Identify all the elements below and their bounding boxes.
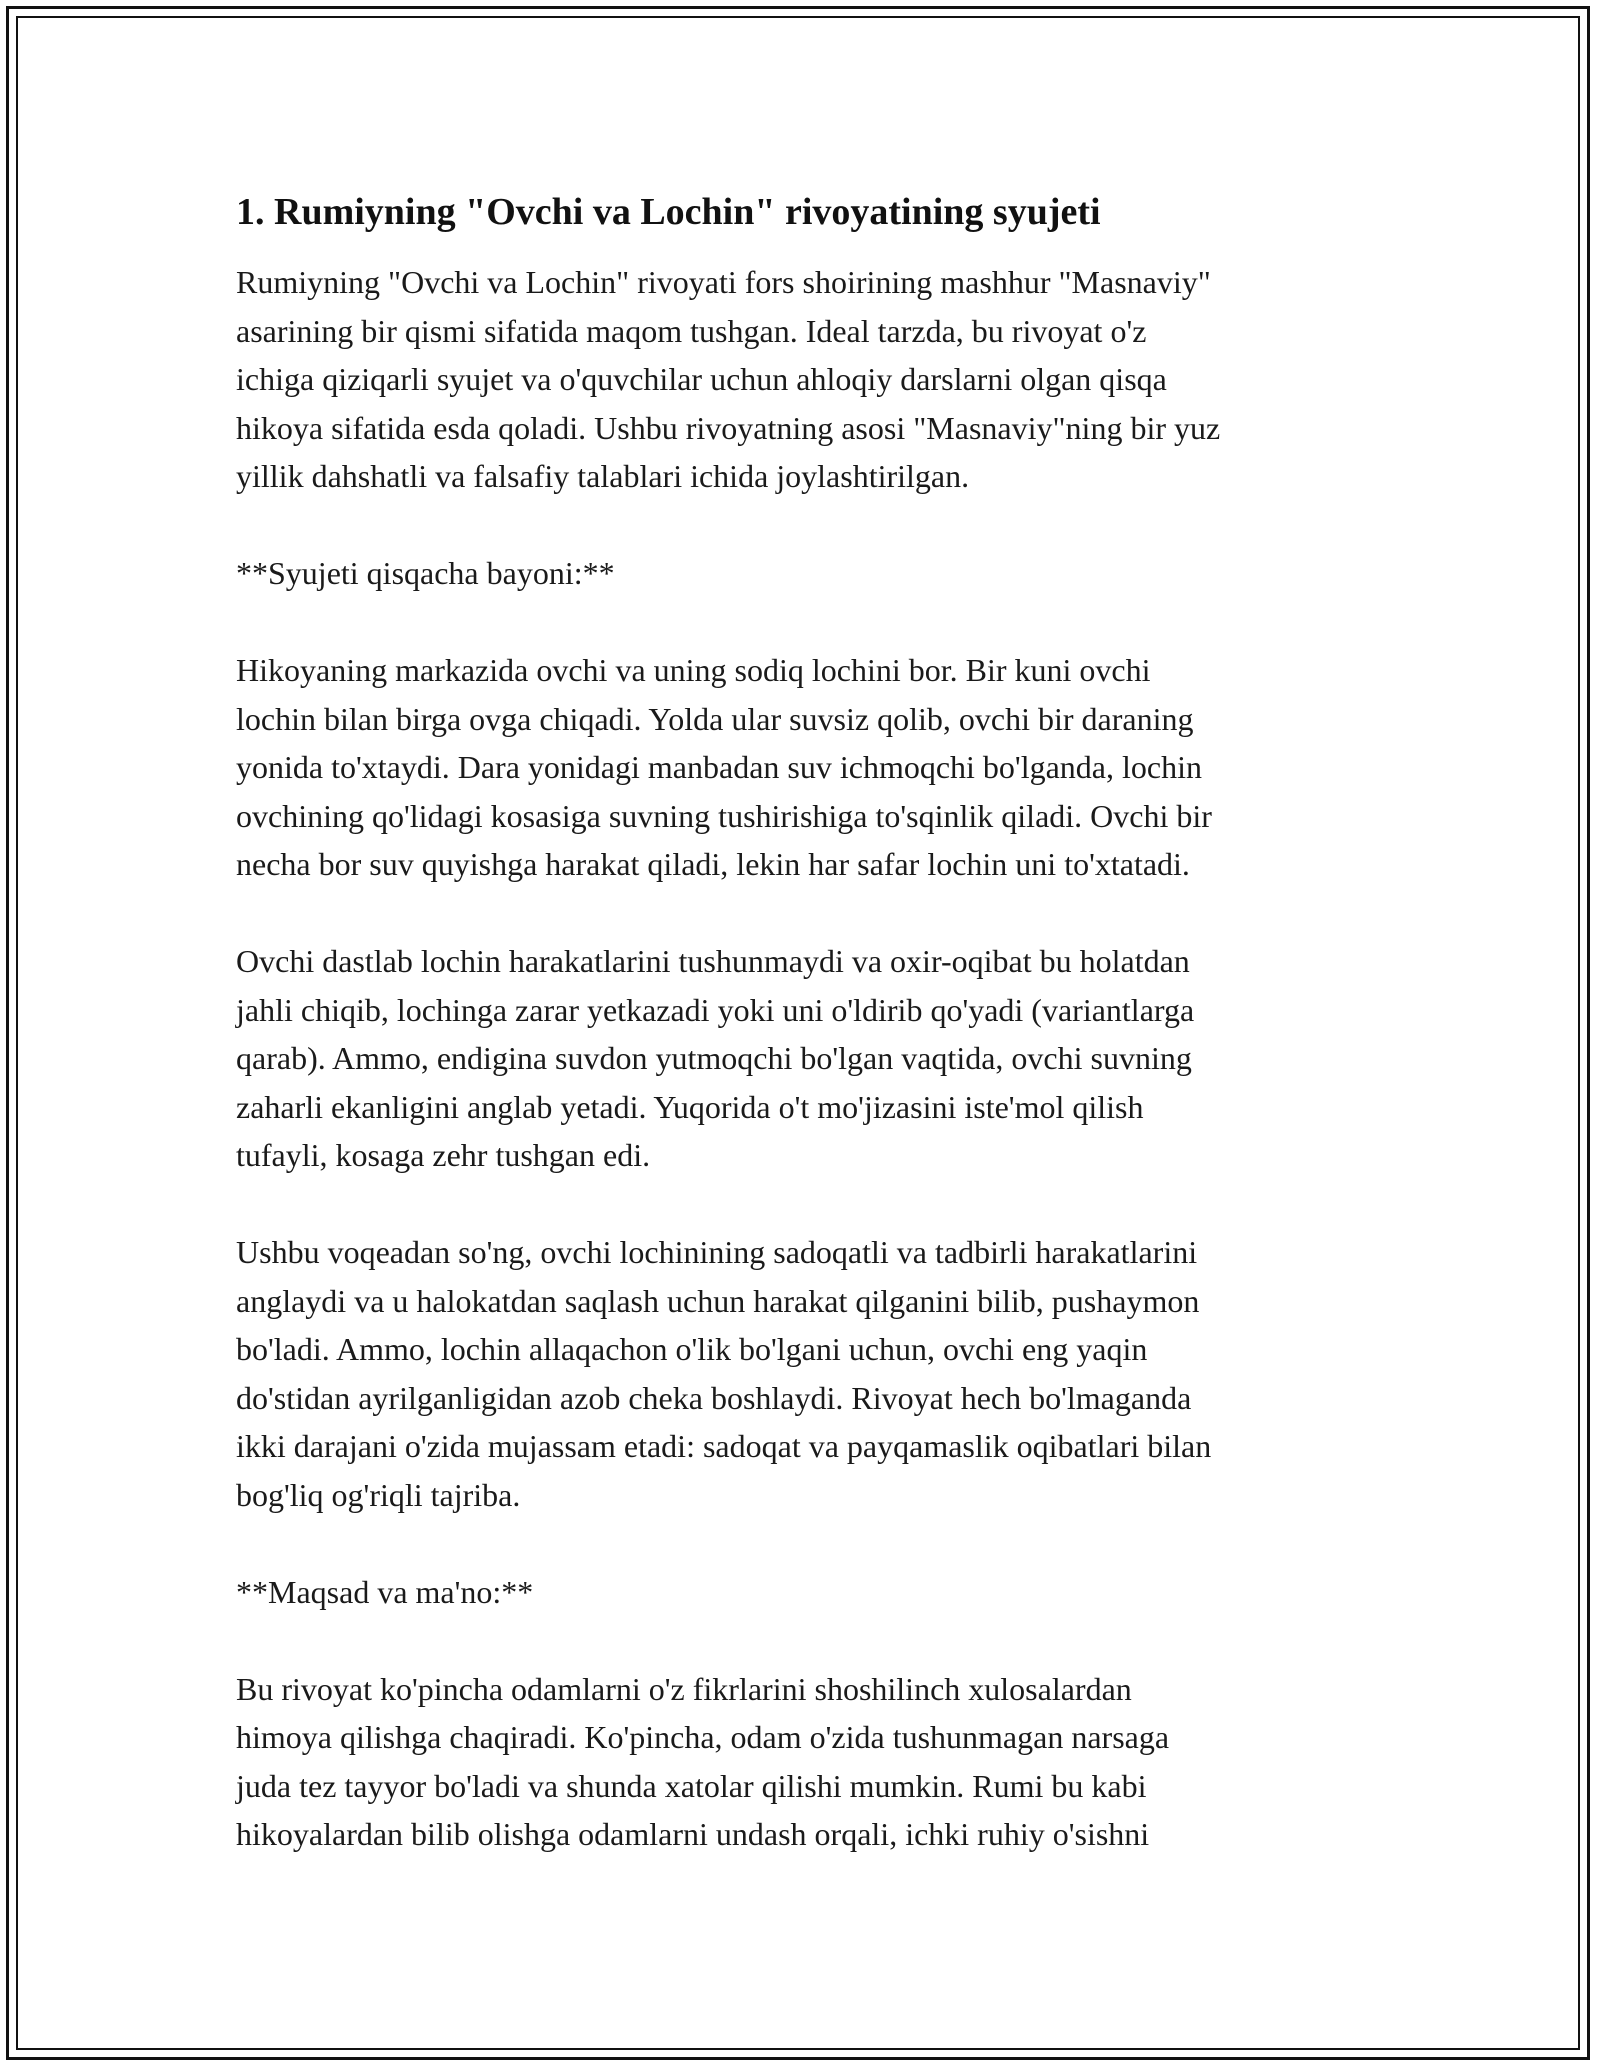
paragraph-plot-1: Hikoyaning markazida ovchi va uning sodiq lochini bor. Bir kuni ovchi lochin bilan birga ovga chiqadi. Yolda ular suvsiz qolib, ovchi bir daraning yonida to'xtaydi. Dara yonidagi manbadan suv ichmoqchi bo'lganda, lochin ovchining qo'lidagi kosasiga suvning tushirishiga to'sqinlik qiladi. Ovchi bir necha bor suv quyishga harakat qiladi, lekin har safar lochin uni to'xtatadi.: [236, 652, 1212, 882]
section-heading-purpose: **Maqsad va ma'no:**: [236, 1573, 534, 1610]
paragraph-intro: Rumiyning "Ovchi va Lochin" rivoyati fors shoirining mashhur "Masnaviy" asarining bir qismi sifatida maqom tushgan. Ideal tarzda, bu rivoyat o'z ichiga qiziqarli syujet va o'quvchilar uchun ahloqiy darslarni olgan qisqa hikoya sifatida esda qoladi. Ushbu rivoyatning asosi "Masnaviy"ning bir yuz yillik dahshatli va falsafiy talablari ichida joylashtirilgan.: [236, 264, 1221, 494]
section-heading-plot-summary: **Syujeti qisqacha bayoni:**: [236, 555, 615, 591]
paragraph-plot-3: Ushbu voqeadan so'ng, ovchi lochinining sadoqatli va tadbirli harakatlarini anglaydi va u halokatdan saqlash uchun harakat qilganini bilib, pushaymon bo'ladi. Ammo, lochin allaqachon o'lik bo'lgani uchun, ovchi eng yaqin do'stidan ayrilganligidan azob cheka boshlaydi. Rivoyat hech bo'lmaganda ikki darajani o'zida mujassam etadi: sadoqat va payqamaslik oqibatlari bilan bog'liq og'riqli tajriba.: [236, 1234, 1212, 1513]
document-body: [236, 188, 1366, 1859]
paragraph-purpose: Bu rivoyat ko'pincha odamlarni o'z fikrlarini shoshilinch xulosalardan himoya qilishga chaqiradi. Ko'pincha, odam o'zida tushunmagan narsaga juda tez tayyor bo'ladi va shunda xatolar qilishi mumkin. Rumi bu kabi hikoyalardan bilib olishga odamlarni undash orqali, ichki ruhiy o'sishni: [236, 1670, 1170, 1852]
paragraph-plot-2: Ovchi dastlab lochin harakatlarini tushunmaydi va oxir-oqibat bu holatdan jahli chiqib, lochinga zarar yetkazadi yoki uni o'ldirib qo'yadi (variantlarga qarab). Ammo, endigina suvdon yutmoqchi bo'lgan vaqtida, ovchi suvning zaharli ekanligini anglab yetadi. Yuqorida o't mo'jizasini iste'mol qilish tufayli, kosaga zehr tushgan edi.: [236, 943, 1195, 1173]
page-title: 1. Rumiyning "Ovchi va Lochin" rivoyatining syujeti: [236, 191, 1101, 233]
